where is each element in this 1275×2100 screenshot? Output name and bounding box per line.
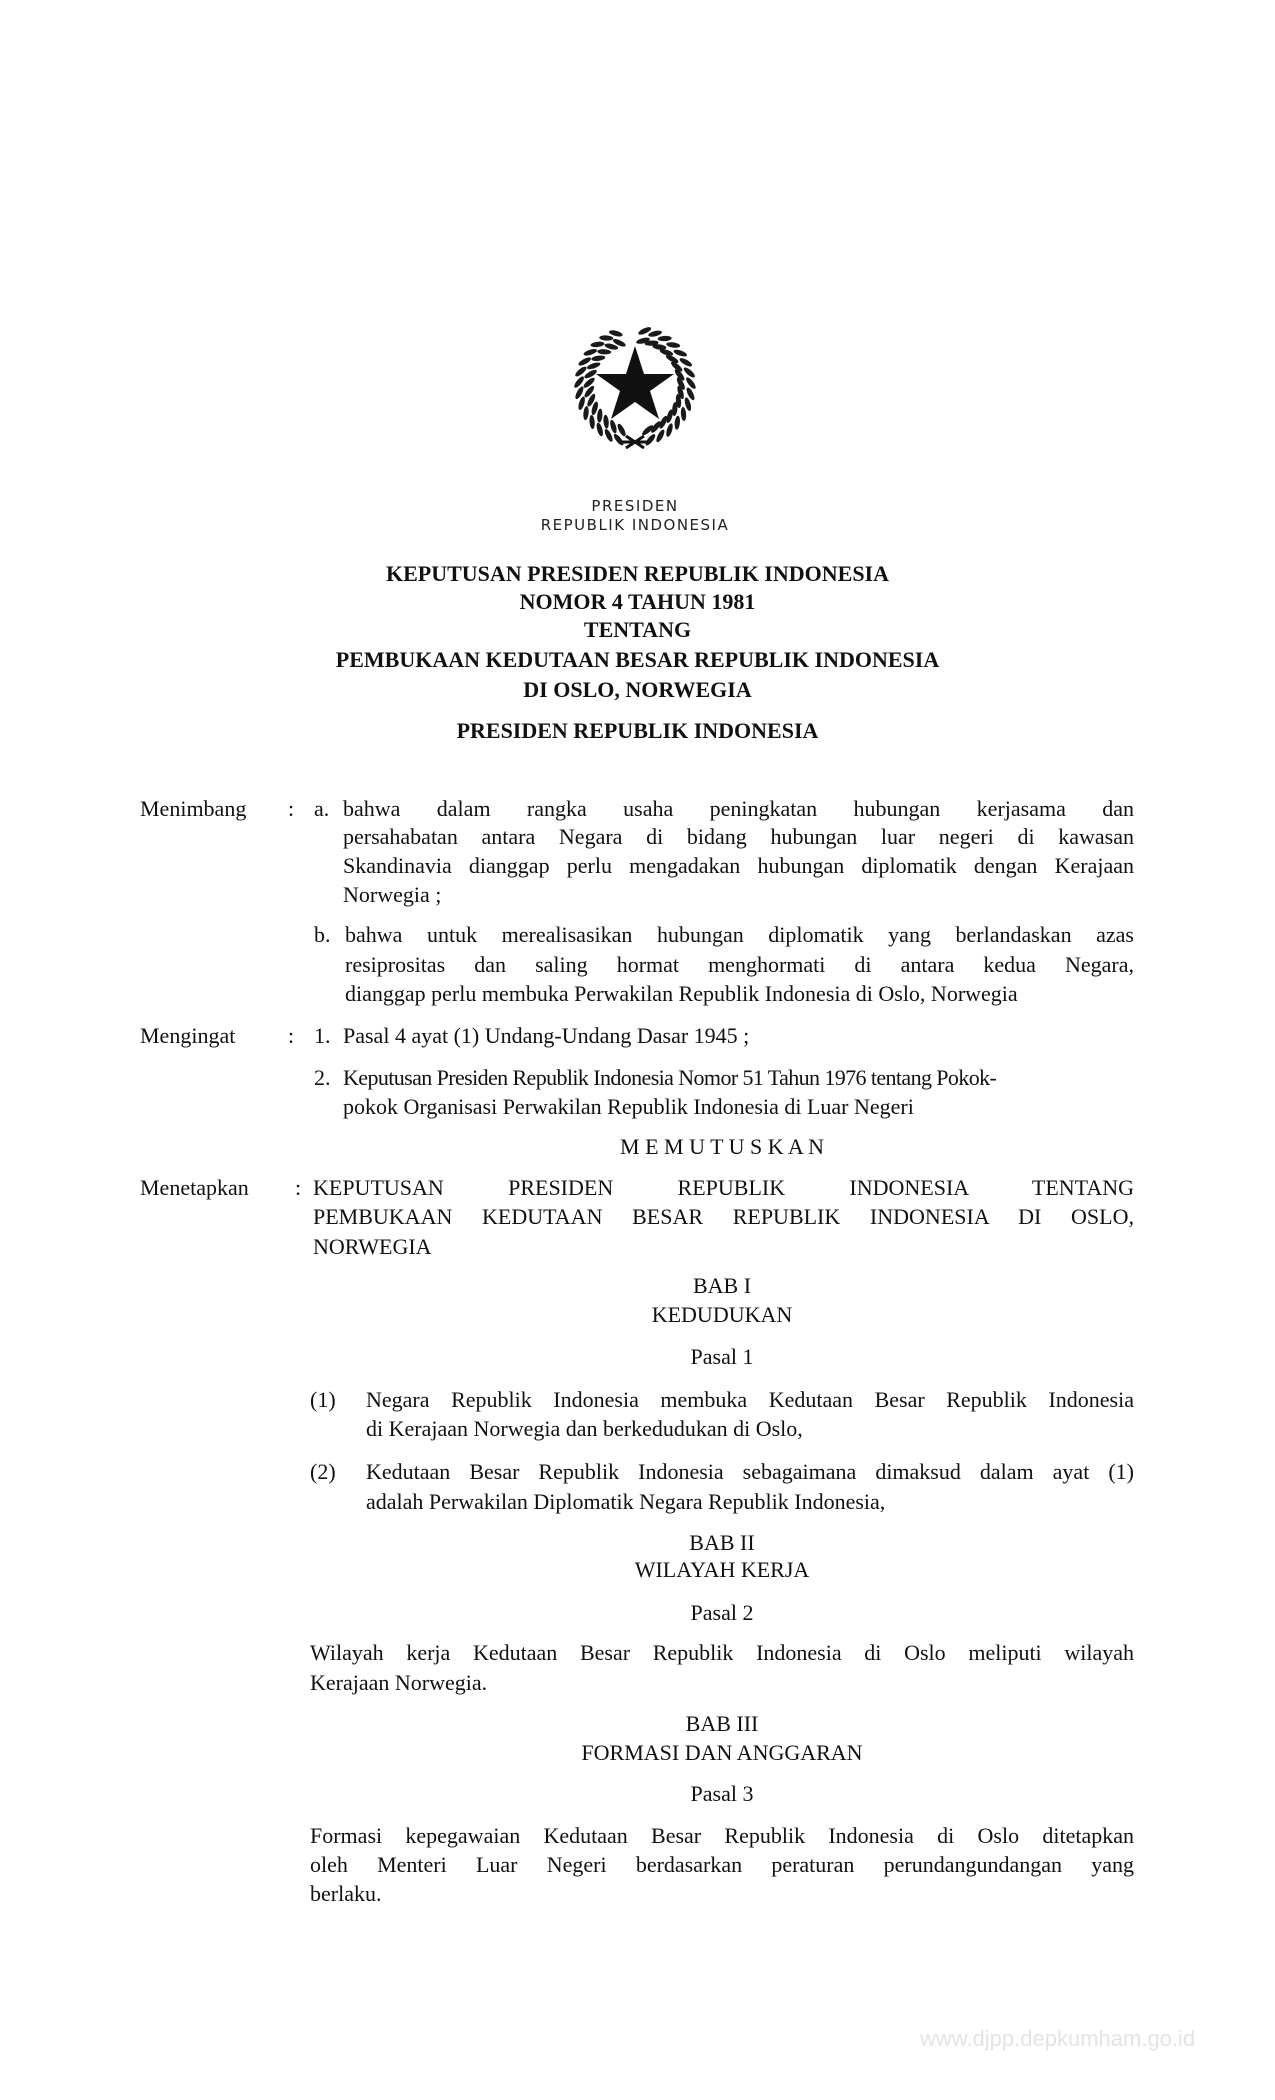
title-line: KEPUTUSAN PRESIDEN REPUBLIK INDONESIA (385, 561, 890, 586)
menimbang-a-line: bahwa dalam rangka usaha peningkatan hubungan kerjasama dan (343, 796, 1134, 821)
menimbang-a-line: Skandinavia dianggap perlu mengadakan hubungan diplomatik dengan Kerajaan (343, 853, 1134, 878)
pasal-heading: Pasal 2 (690, 1600, 754, 1625)
presidential-emblem (560, 318, 710, 458)
wreath-leaf (655, 428, 666, 443)
pasal-2-line: Kerajaan Norwegia. (310, 1670, 488, 1695)
title-line: NOMOR 4 TAHUN 1981 (519, 589, 756, 614)
menetapkan-line: KEPUTUSAN PRESIDEN REPUBLIK INDONESIA TENTANG (313, 1175, 1134, 1200)
wreath-leaf (597, 408, 603, 422)
menimbang-b-line: bahwa untuk merealisasikan hubungan diplomatik yang berlandaskan azas (345, 922, 1134, 947)
watermark-url: www.djpp.depkumham.go.id (920, 2026, 1196, 2051)
wreath-leaf (589, 415, 595, 429)
pasal-3-line: oleh Menteri Luar Negeri berdasarkan peraturan perundangundangan yang (310, 1852, 1134, 1877)
ayat-1-line: Negara Republik Indonesia membuka Kedutaan Besar Republik Indonesia (366, 1387, 1134, 1412)
emblem-label-presiden: PRESIDEN (591, 497, 679, 515)
menetapkan-line: NORWEGIA (313, 1234, 432, 1259)
memutuskan-heading: M E M U T U S K A N (620, 1134, 824, 1159)
pasal-3-line: Formasi kepegawaian Kedutaan Besar Republik Indonesia di Oslo ditetapkan (310, 1823, 1134, 1848)
wreath-leaf (590, 341, 605, 348)
colon: : (288, 796, 295, 821)
wreath-leaf (609, 419, 618, 434)
wreath-leaf (665, 423, 674, 438)
bab-title: KEDUDUKAN (651, 1302, 793, 1327)
menimbang-a-line: persahabatan antara Negara di bidang hubungan luar negeri di kawasan (343, 824, 1134, 849)
emblem-label-republik: REPUBLIK INDONESIA (540, 516, 730, 534)
wreath-leaf (644, 433, 657, 447)
menimbang-label: Menimbang (140, 796, 247, 821)
wreath-leaf (583, 406, 590, 420)
menimbang-b-line: resiprositas dan saling hormat menghormati di antara kedua Negara, (345, 952, 1134, 977)
wreath-leaf (666, 341, 681, 348)
wreath-leaf (678, 357, 693, 369)
title-line: PEMBUKAAN KEDUTAAN BESAR REPUBLIK INDONESIA (335, 647, 940, 672)
title-line: DI OSLO, NORWEGIA (523, 677, 752, 702)
wreath-leaf (586, 361, 601, 370)
pasal-heading: Pasal 3 (690, 1781, 754, 1806)
item-marker: 1. (314, 1023, 331, 1048)
ayat-marker: (1) (310, 1387, 336, 1412)
ayat-2-line: Kedutaan Besar Republik Indonesia sebagaimana dimaksud dalam ayat (1) (366, 1459, 1134, 1484)
bab-title: WILAYAH KERJA (634, 1557, 810, 1582)
mengingat-2-line: pokok Organisasi Perwakilan Republik Indonesia di Luar Negeri (343, 1094, 914, 1119)
pasal-2-line: Wilayah kerja Kedutaan Besar Republik Indonesia di Oslo meliputi wilayah (310, 1640, 1134, 1665)
wreath-leaf (658, 336, 672, 342)
mengingat-2-line: Keputusan Presiden Republik Indonesia Nomor 51 Tahun 1976 tentang Pokok- (343, 1065, 997, 1090)
bab-heading: BAB I (692, 1273, 752, 1298)
wreath-leaf (648, 329, 663, 337)
bab-title: FORMASI DAN ANGGARAN (581, 1740, 863, 1765)
item-marker: b. (314, 922, 331, 947)
menimbang-b-line: dianggap perlu membuka Perwakilan Republik Indonesia di Oslo, Norwegia (345, 981, 1018, 1006)
wreath-leaf (682, 366, 696, 379)
wreath-leaf (673, 348, 688, 357)
wreath-leaf (603, 414, 610, 428)
pasal-heading: Pasal 1 (690, 1344, 754, 1369)
ayat-marker: (2) (310, 1459, 336, 1484)
wreath-leaf (573, 375, 586, 389)
wreath-leaf (599, 335, 613, 341)
wreath-leaf (591, 355, 606, 362)
star-wreath-icon (560, 318, 710, 458)
issuer-heading: PRESIDEN REPUBLIK INDONESIA (456, 718, 819, 743)
wreath-leaf (685, 376, 698, 390)
wreath-leaf (680, 407, 686, 421)
colon: : (288, 1023, 295, 1048)
menimbang-a-line: Norwegia ; (343, 882, 442, 907)
ayat-2-line: adalah Perwakilan Diplomatik Negara Republik Indonesia, (366, 1489, 886, 1514)
mengingat-label: Mengingat (140, 1023, 236, 1048)
title-line: TENTANG (583, 617, 692, 642)
wreath-leaf (583, 348, 598, 357)
ayat-1-line: di Kerajaan Norwegia dan berkedudukan di Oslo, (366, 1416, 803, 1441)
item-marker: 2. (314, 1065, 331, 1090)
wreath-leaf (595, 422, 604, 437)
bab-heading: BAB II (689, 1530, 755, 1555)
item-marker: a. (314, 796, 330, 821)
wreath-leaf (597, 349, 611, 355)
pasal-3-line: berlaku. (310, 1881, 382, 1906)
wreath-leaf (674, 415, 681, 429)
mengingat-1-line: Pasal 4 ayat (1) Undang-Undang Dasar 1945 ; (343, 1023, 750, 1048)
menetapkan-label: Menetapkan (140, 1175, 249, 1200)
colon: : (295, 1175, 302, 1200)
bab-heading: BAB III (685, 1711, 759, 1736)
menetapkan-line: PEMBUKAAN KEDUTAAN BESAR REPUBLIK INDONESIA DI OSLO, (313, 1204, 1134, 1229)
